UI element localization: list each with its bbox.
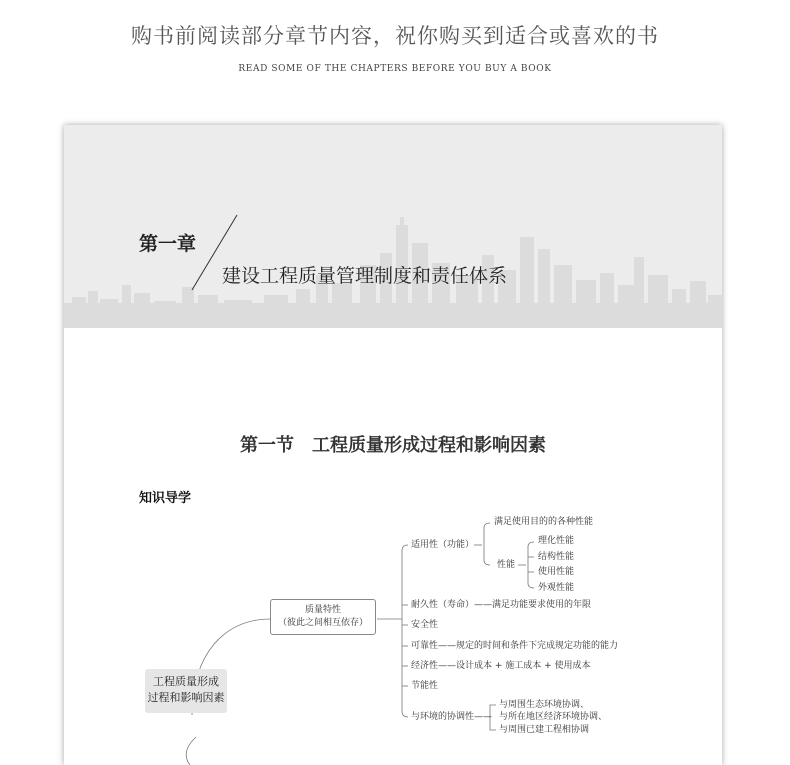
environment-existing-works: 与周围已建工程相协调 xyxy=(499,725,590,735)
mindmap-root-node xyxy=(145,669,227,713)
quality-node-line-2: （彼此之间相互依存） xyxy=(277,618,368,628)
applicability-item: 适用性（功能） xyxy=(411,540,475,550)
reliability-item: 可靠性——规定的时间和条件下完成规定功能的能力 xyxy=(411,641,619,651)
knowledge-guide-label: 知识导学 xyxy=(139,491,192,506)
performance-item: 性能 xyxy=(497,560,516,570)
root-line-1: 工程质量形成 xyxy=(153,675,219,688)
performance-structural: 结构性能 xyxy=(538,552,575,562)
book-page xyxy=(64,125,722,765)
environment-economy: 与所在地区经济环境协调、 xyxy=(499,712,608,722)
performance-usage: 使用性能 xyxy=(538,567,575,577)
quality-node-line-1: 质量特性 xyxy=(304,605,341,615)
performance-appearance: 外观性能 xyxy=(538,583,575,593)
durability-item: 耐久性（寿命）——满足功能要求使用的年限 xyxy=(411,600,592,610)
chapter-title: 建设工程质量管理制度和责任体系 xyxy=(222,265,508,287)
environment-item: 与环境的协调性—— xyxy=(411,712,493,722)
root-line-2: 过程和影响因素 xyxy=(147,691,225,704)
quality-characteristics-node xyxy=(270,599,376,635)
section-title: 第一节 工程质量形成过程和影响因素 xyxy=(240,435,546,456)
safety-item: 安全性 xyxy=(411,620,439,630)
page-header-title: 购书前阅读部分章节内容，祝你购买到适合或喜欢的书 xyxy=(131,24,659,48)
chapter-number: 第一章 xyxy=(139,233,197,255)
environment-ecology: 与周围生态环境协调、 xyxy=(499,700,590,710)
applicability-purpose: 满足使用目的的各种性能 xyxy=(494,517,594,527)
energy-saving-item: 节能性 xyxy=(411,681,439,691)
economy-item: 经济性——设计成本 + 施工成本 + 使用成本 xyxy=(411,661,591,671)
performance-physical-chemical: 理化性能 xyxy=(538,536,575,546)
page-header-subtitle: READ SOME OF THE CHAPTERS BEFORE YOU BUY A BOOK xyxy=(238,64,552,74)
